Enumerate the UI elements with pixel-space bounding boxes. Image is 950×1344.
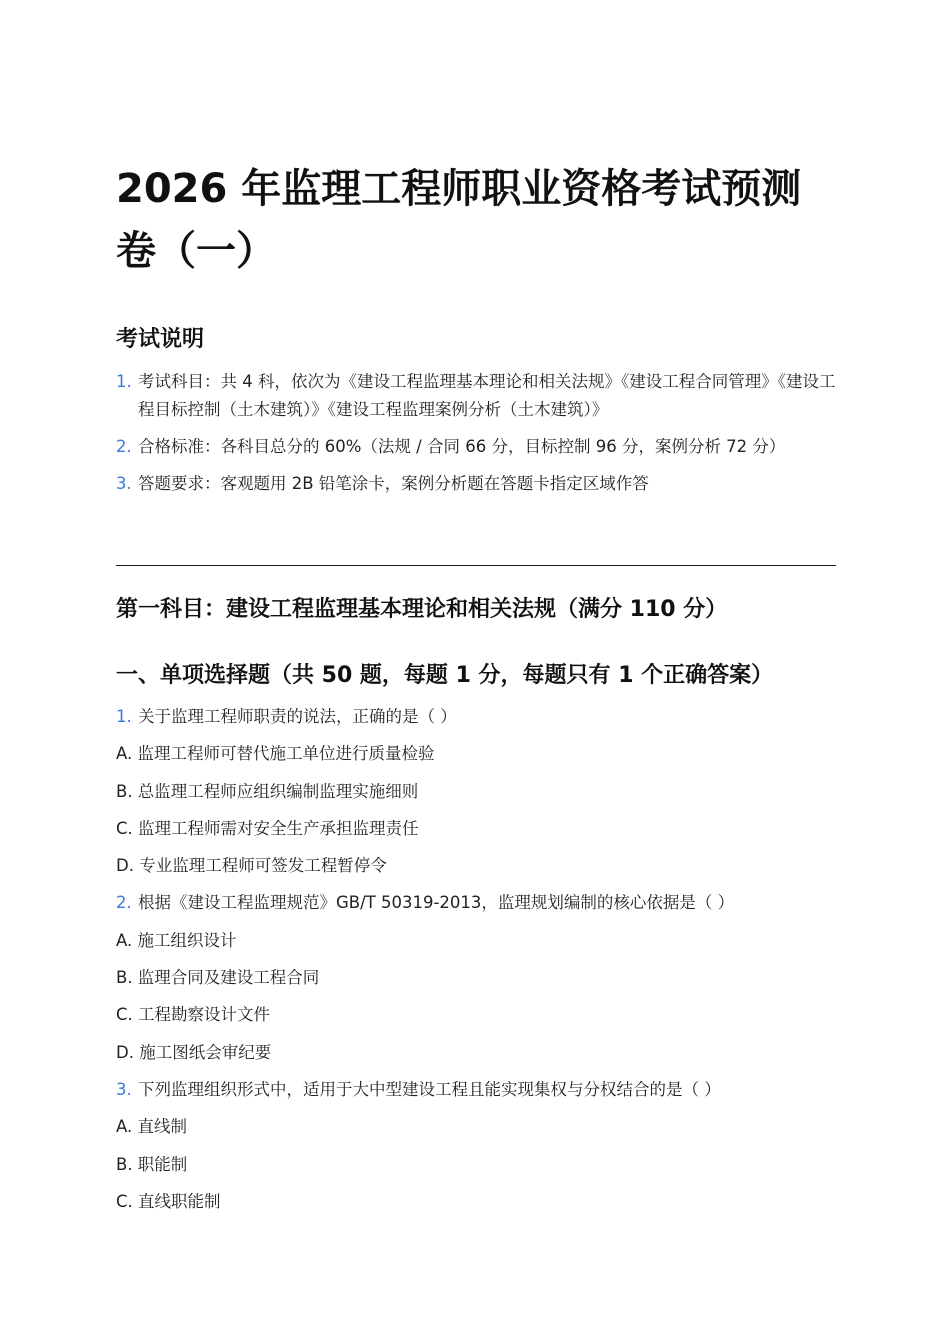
list-number: 1.	[116, 372, 132, 391]
exam-note-text: 答题要求：客观题用 2B 铅笔涂卡，案例分析题在答题卡指定区域作答	[138, 474, 649, 493]
question-text: 关于监理工程师职责的说法，正确的是（ ）	[138, 707, 457, 726]
question-number: 2.	[116, 893, 132, 913]
horizontal-divider	[116, 565, 836, 566]
subject-title: 第一科目：建设工程监理基本理论和相关法规（满分 110 分）	[116, 597, 728, 622]
question-option: C. 直线职能制	[116, 1191, 221, 1211]
question-number: 3.	[116, 1079, 132, 1099]
exam-note-text: 考试科目：共 4 科，依次为《建设工程监理基本理论和相关法规》《建设工程合同管理》《建设工程目标控制（土木建筑）》《建设工程监理案例分析（土木建筑）》	[138, 372, 836, 419]
question-number: 1.	[116, 707, 132, 726]
question-option: C. 监理工程师需对安全生产承担监理责任	[116, 818, 419, 838]
question-option: A. 监理工程师可替代施工单位进行质量检验	[116, 744, 435, 764]
question-option: B. 总监理工程师应组织编制监理实施细则	[116, 781, 419, 801]
question-option: D. 施工图纸会审纪要	[116, 1042, 272, 1062]
exam-notes-list	[116, 368, 836, 507]
question-text: 下列监理组织形式中，适用于大中型建设工程且能实现集权与分权结合的是（ ）	[138, 1079, 721, 1099]
exam-note-item	[116, 433, 836, 461]
question-stem	[116, 1076, 836, 1104]
question-stem	[116, 703, 836, 731]
question-option: A. 施工组织设计	[116, 930, 237, 950]
question-stem	[116, 889, 836, 917]
document-title: 2026 年监理工程师职业资格考试预测卷（一）	[116, 166, 802, 274]
question-option: B. 职能制	[116, 1154, 188, 1174]
list-number: 3.	[116, 474, 132, 493]
exam-notes-heading: 考试说明	[116, 327, 205, 352]
exam-note-item	[116, 368, 836, 424]
exam-note-item	[116, 470, 836, 498]
question-option: B. 监理合同及建设工程合同	[116, 968, 320, 988]
question-option: C. 工程勘察设计文件	[116, 1005, 271, 1025]
question-text: 根据《建设工程监理规范》GB/T 50319-2013，监理规划编制的核心依据是（ ）	[138, 893, 735, 913]
section-title: 一、单项选择题（共 50 题，每题 1 分，每题只有 1 个正确答案）	[116, 663, 774, 688]
question-option: A. 直线制	[116, 1117, 187, 1137]
exam-note-text: 合格标准：各科目总分的 60%（法规 / 合同 66 分，目标控制 96 分，案例分析 72 分）	[138, 437, 786, 456]
list-number: 2.	[116, 437, 132, 456]
question-option: D. 专业监理工程师可签发工程暂停令	[116, 856, 387, 876]
question-list	[116, 703, 836, 1225]
